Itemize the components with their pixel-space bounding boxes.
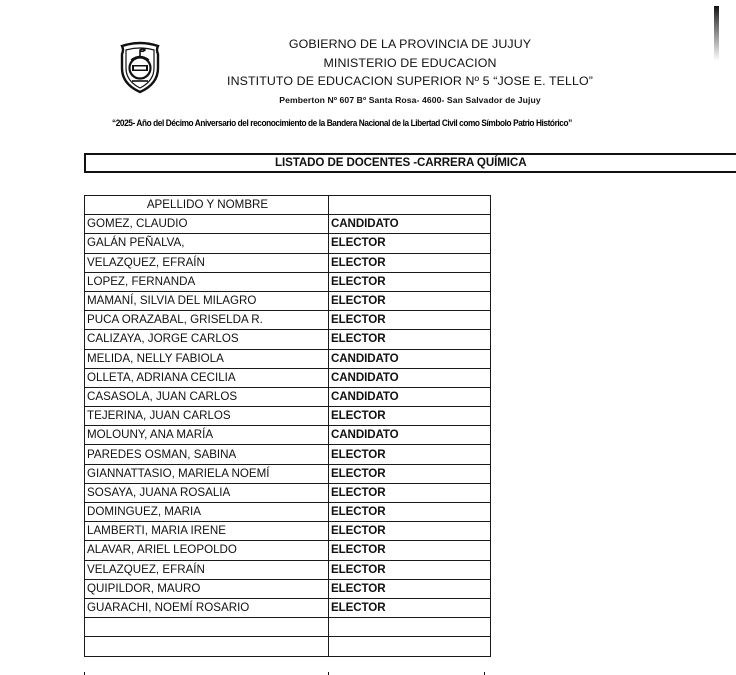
teacher-role: ELECTOR: [329, 560, 491, 579]
teacher-name: SOSAYA, JUANA ROSALIA: [85, 483, 329, 502]
teacher-name: GOMEZ, CLAUDIO: [85, 215, 329, 234]
table-row: [85, 426, 491, 445]
teacher-role: [329, 618, 491, 637]
table-row: [85, 272, 491, 291]
table-row: [85, 330, 491, 349]
table-row: [85, 618, 491, 637]
teacher-name: PAREDES OSMAN, SABINA: [85, 445, 329, 464]
table-row: [85, 637, 491, 656]
teacher-role: ELECTOR: [329, 541, 491, 560]
column-header-status: [329, 196, 491, 215]
institute-line: INSTITUTO DE EDUCACION SUPERIOR Nº 5 “JOSE E. TELLO”: [227, 74, 593, 88]
table-row: [85, 349, 491, 368]
table-row: [85, 234, 491, 253]
teacher-name: CALIZAYA, JORGE CARLOS: [85, 330, 329, 349]
teacher-role: ELECTOR: [329, 272, 491, 291]
table-row: [85, 579, 491, 598]
teacher-name: MOLOUNY, ANA MARÍA: [85, 426, 329, 445]
teacher-role: ELECTOR: [329, 522, 491, 541]
table-row: [85, 253, 491, 272]
table-row: [85, 541, 491, 560]
page-title: LISTADO DE DOCENTES -CARRERA QUÍMICA: [275, 156, 527, 169]
teacher-role: CANDIDATO: [329, 349, 491, 368]
teacher-name: CASASOLA, JUAN CARLOS: [85, 387, 329, 406]
teacher-role: ELECTOR: [329, 464, 491, 483]
teacher-name: VELAZQUEZ, EFRAÍN: [85, 560, 329, 579]
teacher-name: ALAVAR, ARIEL LEOPOLDO: [85, 541, 329, 560]
teacher-name: GUARACHI, NOEMÍ ROSARIO: [85, 598, 329, 617]
teacher-name: DOMINGUEZ, MARIA: [85, 503, 329, 522]
teacher-name: VELAZQUEZ, EFRAÍN: [85, 253, 329, 272]
teacher-role: CANDIDATO: [329, 387, 491, 406]
ministry-line: MINISTERIO DE EDUCACION: [323, 55, 497, 70]
teacher-role: [329, 637, 491, 656]
teacher-role: ELECTOR: [329, 445, 491, 464]
teacher-name: LAMBERTI, MARIA IRENE: [85, 522, 329, 541]
teacher-role: ELECTOR: [329, 291, 491, 310]
address-line: Pemberton Nº 607 Bº Santa Rosa- 4600- San Salvador de Jujuy: [279, 94, 541, 105]
table-row: [85, 464, 491, 483]
teacher-name: QUIPILDOR, MAURO: [85, 579, 329, 598]
table-row: [85, 522, 491, 541]
teacher-name: [85, 637, 329, 656]
teacher-role: ELECTOR: [329, 311, 491, 330]
teacher-role: ELECTOR: [329, 253, 491, 272]
teacher-name: PUCA ORAZABAL, GRISELDA R.: [85, 311, 329, 330]
teacher-name: GALÁN PEÑALVA,: [85, 234, 329, 253]
teacher-role: ELECTOR: [329, 330, 491, 349]
government-line: GOBIERNO DE LA PROVINCIA DE JUJUY: [288, 37, 532, 51]
teacher-role: ELECTOR: [329, 579, 491, 598]
teacher-role: ELECTOR: [329, 407, 491, 426]
table-row: [85, 215, 491, 234]
table-row: [85, 291, 491, 310]
table-row: [85, 368, 491, 387]
table-row: [85, 560, 491, 579]
teacher-name: GIANNATTASIO, MARIELA NOEMÍ: [85, 464, 329, 483]
teacher-name: MAMANÍ, SILVIA DEL MILAGRO: [85, 291, 329, 310]
teacher-name: [85, 618, 329, 637]
table-row: [85, 503, 491, 522]
teacher-name: TEJERINA, JUAN CARLOS: [85, 407, 329, 426]
teacher-name: MELIDA, NELLY FABIOLA: [85, 349, 329, 368]
table-row: [85, 407, 491, 426]
teacher-role: CANDIDATO: [329, 426, 491, 445]
table-row: [85, 598, 491, 617]
teacher-role: ELECTOR: [329, 483, 491, 502]
teacher-role: ELECTOR: [329, 503, 491, 522]
institution-header: [170, 35, 650, 107]
teacher-role: CANDIDATO: [329, 368, 491, 387]
table-header-row: [85, 196, 491, 215]
table-row: [85, 311, 491, 330]
teacher-name: OLLETA, ADRIANA CECILIA: [85, 368, 329, 387]
teacher-name: LOPEZ, FERNANDA: [85, 272, 329, 291]
teacher-role: ELECTOR: [329, 234, 491, 253]
scan-edge-mark: [714, 6, 719, 61]
provincial-crest-icon: [118, 38, 162, 94]
table-row: [85, 483, 491, 502]
table-row: [85, 387, 491, 406]
column-header-name: APELLIDO Y NOMBRE: [85, 196, 329, 215]
year-motto: “2025- Año del Décimo Aniversario del reconocimiento de la Bandera Nacional de la Libertad Civil como Símbolo Patrio Histórico”: [112, 118, 572, 128]
teacher-role: ELECTOR: [329, 598, 491, 617]
teacher-role: CANDIDATO: [329, 215, 491, 234]
teachers-table: [84, 195, 491, 657]
table-row: [85, 445, 491, 464]
